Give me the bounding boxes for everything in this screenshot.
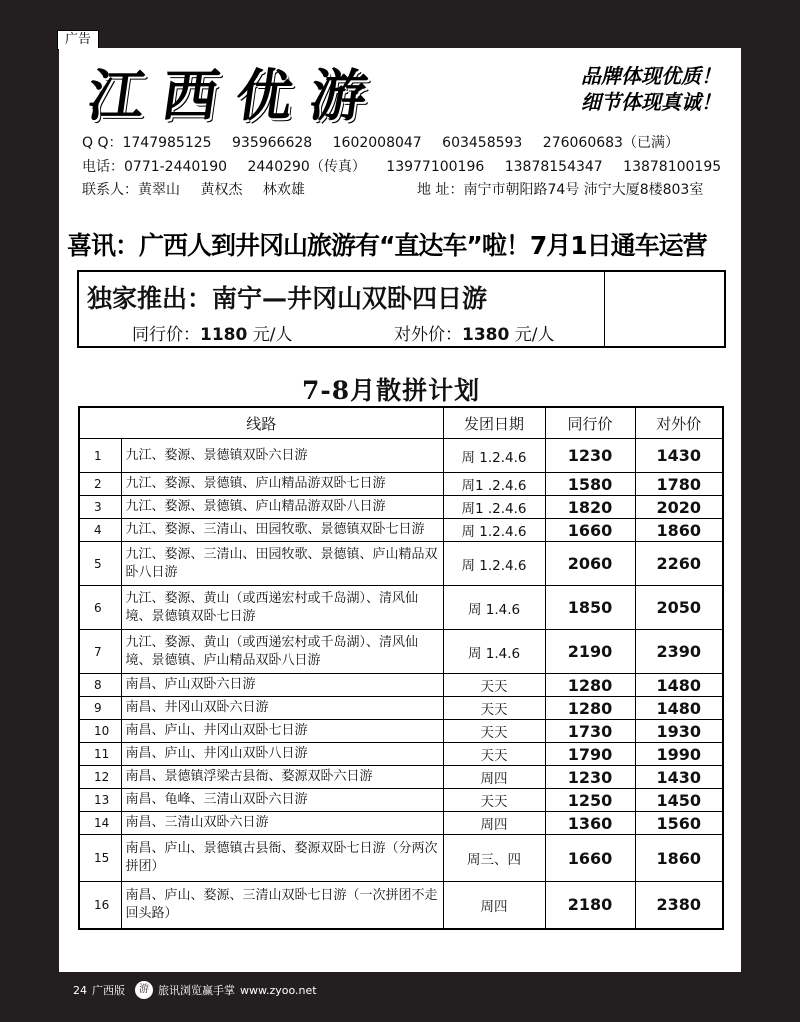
- routes-table: [78, 406, 724, 930]
- footer: [73, 981, 322, 999]
- edition-label: 广西版: [92, 984, 125, 997]
- ad-page: [59, 48, 741, 972]
- route-trade-price: 1230: [545, 766, 635, 789]
- route-name: 南昌、龟峰、三清山双卧六日游: [121, 789, 443, 812]
- route-trade-price: 1250: [545, 789, 635, 812]
- route-trade-price: 1850: [545, 586, 635, 630]
- route-name: 南昌、庐山、婺源、三清山双卧七日游（一次拼团不走回头路）: [121, 882, 443, 929]
- slogan-1: 品牌体现优质！: [581, 64, 721, 88]
- route-public-price: 1860: [635, 519, 723, 542]
- route-trade-price: 1820: [545, 496, 635, 519]
- qq-number: 935966628: [232, 135, 313, 151]
- route-trade-price: 2060: [545, 542, 635, 586]
- public-price-unit: 元/人: [509, 325, 555, 345]
- route-name: 南昌、景德镇浮梁古县衙、婺源双卧六日游: [121, 766, 443, 789]
- route-dates: 周 1.4.6: [443, 586, 545, 630]
- route-public-price: 1480: [635, 697, 723, 720]
- table-row: [79, 697, 723, 720]
- phone-line: [82, 156, 737, 176]
- people-line: [82, 179, 321, 199]
- qq-line: [82, 132, 695, 152]
- route-name: 南昌、庐山、井冈山双卧八日游: [121, 743, 443, 766]
- route-dates: 周四: [443, 882, 545, 929]
- route-public-price: 1560: [635, 812, 723, 835]
- route-public-price: 2050: [635, 586, 723, 630]
- route-number: 4: [79, 519, 121, 542]
- table-row: [79, 789, 723, 812]
- table-row: [79, 743, 723, 766]
- qq-number: 1602008047: [332, 135, 422, 151]
- route-number: 16: [79, 882, 121, 929]
- route-public-price: 2020: [635, 496, 723, 519]
- route-name: 九江、婺源、景德镇双卧六日游: [121, 439, 443, 473]
- public-price-label: 对外价：: [394, 325, 462, 345]
- promo-public-price: [394, 320, 554, 345]
- phone-number: 13977100196: [386, 159, 485, 175]
- route-public-price: 1780: [635, 473, 723, 496]
- header-route: 线路: [79, 407, 443, 439]
- ad-tag: 广告: [57, 30, 99, 50]
- route-public-price: 2390: [635, 630, 723, 674]
- contact-person: 林欢雄: [262, 182, 305, 198]
- route-trade-price: 1580: [545, 473, 635, 496]
- footer-tagline: 旅讯浏览赢手掌: [158, 984, 235, 997]
- headline: 喜讯：广西人到井冈山旅游有“直达车”啦！7月1日通车运营: [67, 231, 707, 260]
- contact-person: 黄权杰: [200, 182, 243, 198]
- route-name: 南昌、三清山双卧六日游: [121, 812, 443, 835]
- trade-price-label: 同行价：: [132, 325, 200, 345]
- table-row: [79, 519, 723, 542]
- route-public-price: 1430: [635, 766, 723, 789]
- route-trade-price: 1790: [545, 743, 635, 766]
- route-trade-price: 1280: [545, 697, 635, 720]
- route-trade-price: 1660: [545, 519, 635, 542]
- route-public-price: 1480: [635, 674, 723, 697]
- route-number: 10: [79, 720, 121, 743]
- plan-title: 7-8月散拼计划: [302, 376, 481, 405]
- route-dates: 天天: [443, 720, 545, 743]
- route-dates: 周 1.2.4.6: [443, 439, 545, 473]
- route-dates: 周四: [443, 812, 545, 835]
- route-dates: 天天: [443, 674, 545, 697]
- trade-price-value: 1180: [200, 325, 248, 345]
- route-public-price: 2380: [635, 882, 723, 929]
- table-row: [79, 473, 723, 496]
- qq-number: 276060683（已满）: [542, 135, 679, 151]
- table-row: [79, 674, 723, 697]
- route-dates: 周1 .2.4.6: [443, 473, 545, 496]
- route-public-price: 1930: [635, 720, 723, 743]
- header-dates: 发团日期: [443, 407, 545, 439]
- route-dates: 周 1.2.4.6: [443, 542, 545, 586]
- table-row: [79, 766, 723, 789]
- table-row: [79, 630, 723, 674]
- route-dates: 周四: [443, 766, 545, 789]
- route-public-price: 1990: [635, 743, 723, 766]
- route-dates: 周1 .2.4.6: [443, 496, 545, 519]
- route-name: 九江、婺源、三清山、田园牧歌、景德镇双卧七日游: [121, 519, 443, 542]
- route-public-price: 1430: [635, 439, 723, 473]
- route-number: 9: [79, 697, 121, 720]
- route-name: 南昌、庐山双卧六日游: [121, 674, 443, 697]
- header-public-price: 对外价: [635, 407, 723, 439]
- route-number: 14: [79, 812, 121, 835]
- route-number: 1: [79, 439, 121, 473]
- trade-price-unit: 元/人: [247, 325, 293, 345]
- address: 地 址：南宁市朝阳路74号 沛宁大厦8楼803室: [417, 182, 704, 198]
- route-public-price: 1450: [635, 789, 723, 812]
- contact-person: 联系人：黄翠山: [82, 182, 180, 198]
- route-dates: 天天: [443, 789, 545, 812]
- route-name: 九江、婺源、黄山（或西递宏村或千岛湖）、清风仙境、景德镇、庐山精品双卧八日游: [121, 630, 443, 674]
- route-number: 15: [79, 835, 121, 882]
- table-row: [79, 720, 723, 743]
- slogan-2: 细节体现真诚！: [581, 90, 721, 114]
- route-public-price: 2260: [635, 542, 723, 586]
- route-number: 11: [79, 743, 121, 766]
- route-number: 5: [79, 542, 121, 586]
- route-name: 南昌、庐山、井冈山双卧七日游: [121, 720, 443, 743]
- qq-number: Q Q：1747985125: [82, 135, 212, 151]
- phone-number: 2440290（传真）: [247, 159, 366, 175]
- route-number: 12: [79, 766, 121, 789]
- route-trade-price: 2180: [545, 882, 635, 929]
- route-dates: 周三、四: [443, 835, 545, 882]
- promo-box: [77, 270, 726, 348]
- route-dates: 天天: [443, 697, 545, 720]
- page-number: 24: [73, 983, 87, 997]
- route-trade-price: 1230: [545, 439, 635, 473]
- table-row: [79, 882, 723, 929]
- route-name: 南昌、庐山、景德镇古县衙、婺源双卧七日游（分两次拼团）: [121, 835, 443, 882]
- route-trade-price: 1280: [545, 674, 635, 697]
- route-trade-price: 1660: [545, 835, 635, 882]
- route-public-price: 1860: [635, 835, 723, 882]
- route-number: 8: [79, 674, 121, 697]
- public-price-value: 1380: [462, 325, 510, 345]
- route-number: 7: [79, 630, 121, 674]
- header-trade-price: 同行价: [545, 407, 635, 439]
- route-number: 3: [79, 496, 121, 519]
- promo-trade-price: [132, 320, 292, 345]
- promo-blank-cell: [604, 272, 724, 346]
- table-row: [79, 835, 723, 882]
- route-dates: 周 1.2.4.6: [443, 519, 545, 542]
- route-number: 2: [79, 473, 121, 496]
- table-row: [79, 542, 723, 586]
- table-row: [79, 439, 723, 473]
- table-header-row: [79, 407, 723, 439]
- route-name: 九江、婺源、景德镇、庐山精品游双卧七日游: [121, 473, 443, 496]
- route-name: 九江、婺源、景德镇、庐山精品游双卧八日游: [121, 496, 443, 519]
- table-row: [79, 586, 723, 630]
- route-trade-price: 1360: [545, 812, 635, 835]
- brand-title: 江西优游: [83, 63, 390, 129]
- phone-number: 电话：0771-2440190: [82, 159, 228, 175]
- phone-number: 13878100195: [623, 159, 722, 175]
- footer-site: www.zyoo.net: [240, 983, 317, 997]
- route-number: 13: [79, 789, 121, 812]
- table-row: [79, 812, 723, 835]
- route-name: 九江、婺源、三清山、田园牧歌、景德镇、庐山精品双卧八日游: [121, 542, 443, 586]
- route-name: 九江、婺源、黄山（或西递宏村或千岛湖）、清风仙境、景德镇双卧七日游: [121, 586, 443, 630]
- table-row: [79, 496, 723, 519]
- slogans: [581, 63, 721, 115]
- route-trade-price: 2190: [545, 630, 635, 674]
- phone-number: 13878154347: [504, 159, 603, 175]
- route-number: 6: [79, 586, 121, 630]
- promo-title: 独家推出：南宁—井冈山双卧四日游: [87, 284, 488, 313]
- route-dates: 天天: [443, 743, 545, 766]
- route-name: 南昌、井冈山双卧六日游: [121, 697, 443, 720]
- route-dates: 周 1.4.6: [443, 630, 545, 674]
- footer-logo-icon: 游: [135, 981, 153, 999]
- route-trade-price: 1730: [545, 720, 635, 743]
- qq-number: 603458593: [442, 135, 523, 151]
